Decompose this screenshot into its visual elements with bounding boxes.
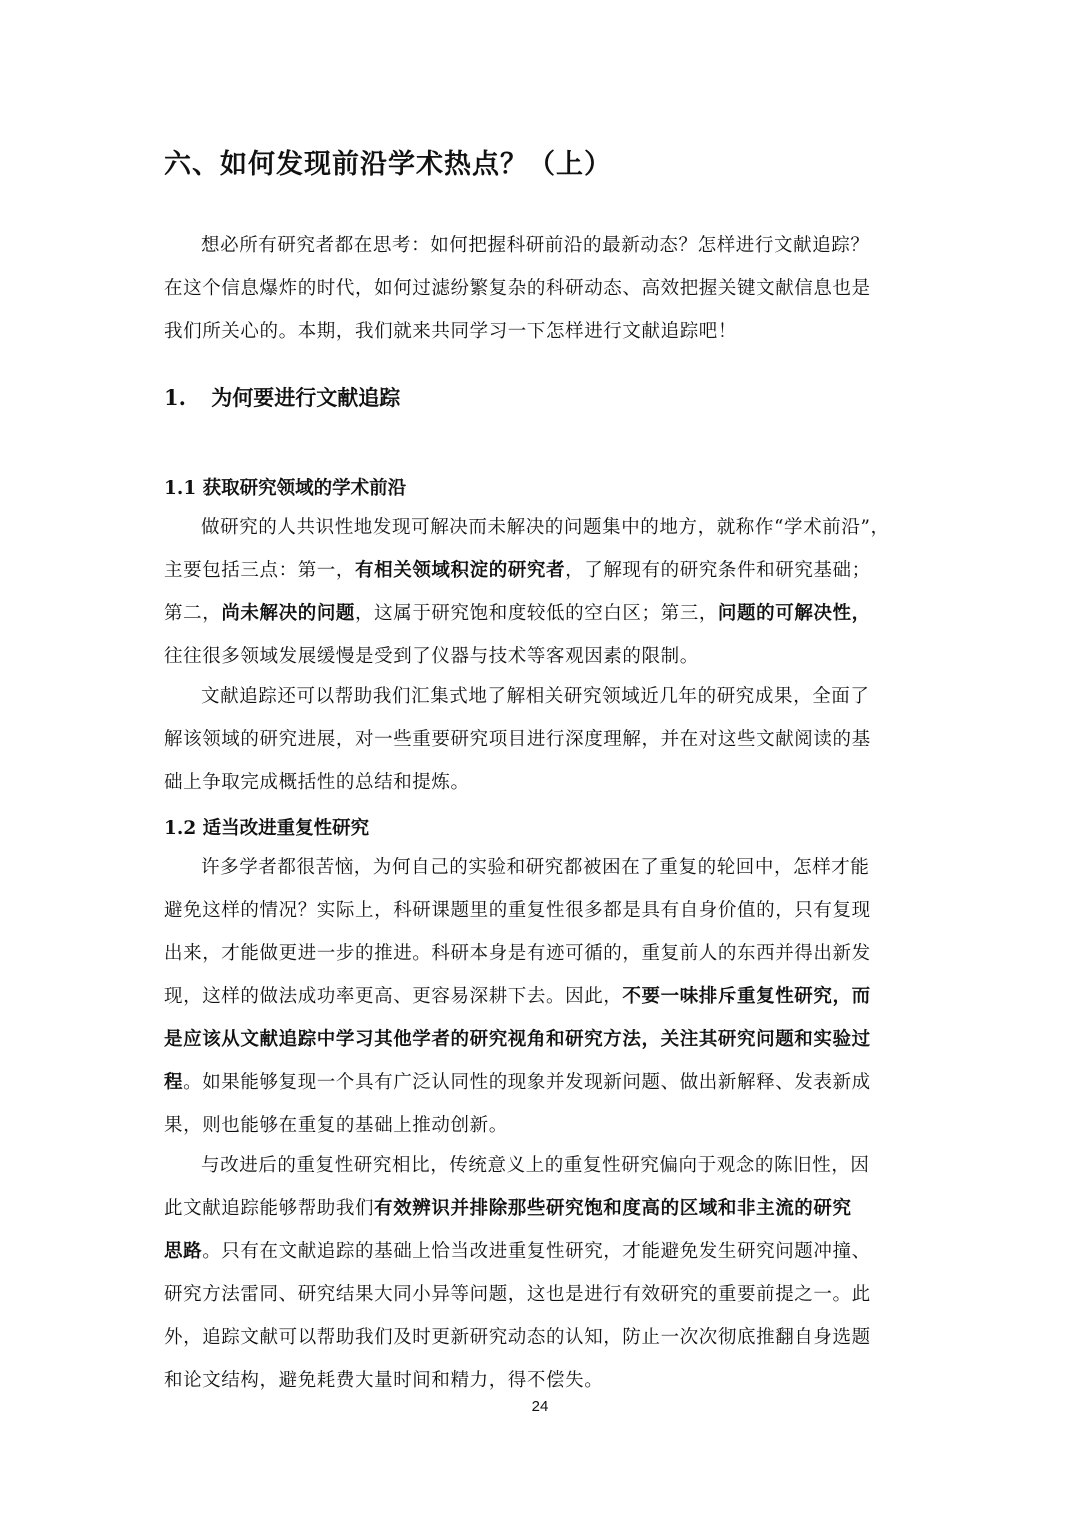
p4-line-2: 此文献追踪能够帮助我们有效辨识并排除那些研究饱和度高的区域和非主流的研究	[164, 1198, 852, 1219]
p2-line-3: 础上争取完成概括性的总结和提炼。	[164, 772, 470, 793]
p4-line-3: 思路。只有在文献追踪的基础上恰当改进重复性研究，才能避免发生研究问题冲撞、	[164, 1241, 871, 1262]
p1-line-3: 第二，尚未解决的问题，这属于研究饱和度较低的空白区；第三，问题的可解决性，	[164, 603, 871, 624]
p4-line-6: 和论文结构，避免耗费大量时间和精力，得不偿失。	[164, 1370, 604, 1391]
p3-emphasis-3: 程	[164, 1072, 184, 1093]
paragraph-3	[164, 846, 918, 1147]
p3-line-5	[164, 1018, 918, 1061]
p2-line-1: 文献追踪还可以帮助我们汇集式地了解相关研究领域近几年的研究成果，全面了	[201, 686, 870, 707]
subsection-1-2-heading: 1.2 适当改进重复性研究	[164, 818, 370, 839]
intro-line-1: 想必所有研究者都在思考：如何把握科研前沿的最新动态？怎样进行文献追踪？	[201, 235, 870, 256]
p2-line-2: 解该领域的研究进展，对一些重要研究项目进行深度理解，并在对这些文献阅读的基	[164, 729, 871, 750]
p3-line-3: 出来，才能做更进一步的推进。科研本身是有迹可循的，重复前人的东西并得出新发	[164, 943, 871, 964]
p1-emphasis-3: 问题的可解决性	[717, 603, 852, 624]
p3-line-7: 果，则也能够在重复的基础上推动创新。	[164, 1115, 508, 1136]
intro-paragraph	[164, 224, 918, 353]
section-1-title: 为何要进行文献追踪	[211, 385, 401, 410]
p3-emphasis-1: 不要一味排斥重复性研究，而	[622, 986, 871, 1007]
intro-line-2: 在这个信息爆炸的时代，如何过滤纷繁复杂的科研动态、高效把握关键文献信息也是	[164, 278, 871, 299]
paragraph-1	[164, 506, 918, 678]
paragraph-2	[164, 675, 918, 804]
p3-line-2: 避免这样的情况？实际上，科研课题里的重复性很多都是具有自身价值的，只有复现	[164, 900, 871, 921]
p4-line-5: 外，追踪文献可以帮助我们及时更新研究动态的认知，防止一次次彻底推翻自身选题	[164, 1327, 871, 1348]
p3-line-1: 许多学者都很苦恼，为何自己的实验和研究都被困在了重复的轮回中，怎样才能	[201, 857, 870, 878]
paragraph-4	[164, 1144, 918, 1402]
p4-emphasis-2: 思路	[164, 1241, 203, 1262]
subsection-1-1-heading: 1.1 获取研究领域的学术前沿	[164, 478, 407, 499]
page-title: 六、如何发现前沿学术热点？（上）	[164, 149, 612, 180]
p3-line-4: 现，这样的做法成功率更高、更容易深耕下去。因此，不要一味排斥重复性研究，而	[164, 986, 871, 1007]
p4-emphasis-1: 有效辨识并排除那些研究饱和度高的区域和非主流的研究	[374, 1198, 852, 1219]
section-1-heading	[164, 382, 400, 412]
section-1-number: 1.	[164, 385, 186, 410]
p1-line-2: 主要包括三点：第一，有相关领域积淀的研究者，了解现有的研究条件和研究基础；	[164, 560, 871, 581]
p1-line-4: 往往很多领域发展缓慢是受到了仪器与技术等客观因素的限制。	[164, 646, 699, 667]
p4-line-1: 与改进后的重复性研究相比，传统意义上的重复性研究偏向于观念的陈旧性，因	[201, 1155, 870, 1176]
p3-line-6: 程。如果能够复现一个具有广泛认同性的现象并发现新问题、做出新解释、发表新成	[164, 1072, 871, 1093]
p4-line-4: 研究方法雷同、研究结果大同小异等问题，这也是进行有效研究的重要前提之一。此	[164, 1284, 871, 1305]
p1-emphasis-1: 有相关领域积淀的研究者	[355, 560, 566, 581]
p1-line-1: 做研究的人共识性地发现可解决而未解决的问题集中的地方，就称作“学术前沿”，	[201, 517, 890, 538]
page-number: 24	[531, 1398, 549, 1415]
p3-emphasis-2: 是应该从文献追踪中学习其他学者的研究视角和研究方法，关注其研究问题和实验过	[164, 1029, 871, 1050]
p1-emphasis-2: 尚未解决的问题	[221, 603, 356, 624]
intro-line-3: 我们所关心的。本期，我们就来共同学习一下怎样进行文献追踪吧！	[164, 321, 738, 342]
